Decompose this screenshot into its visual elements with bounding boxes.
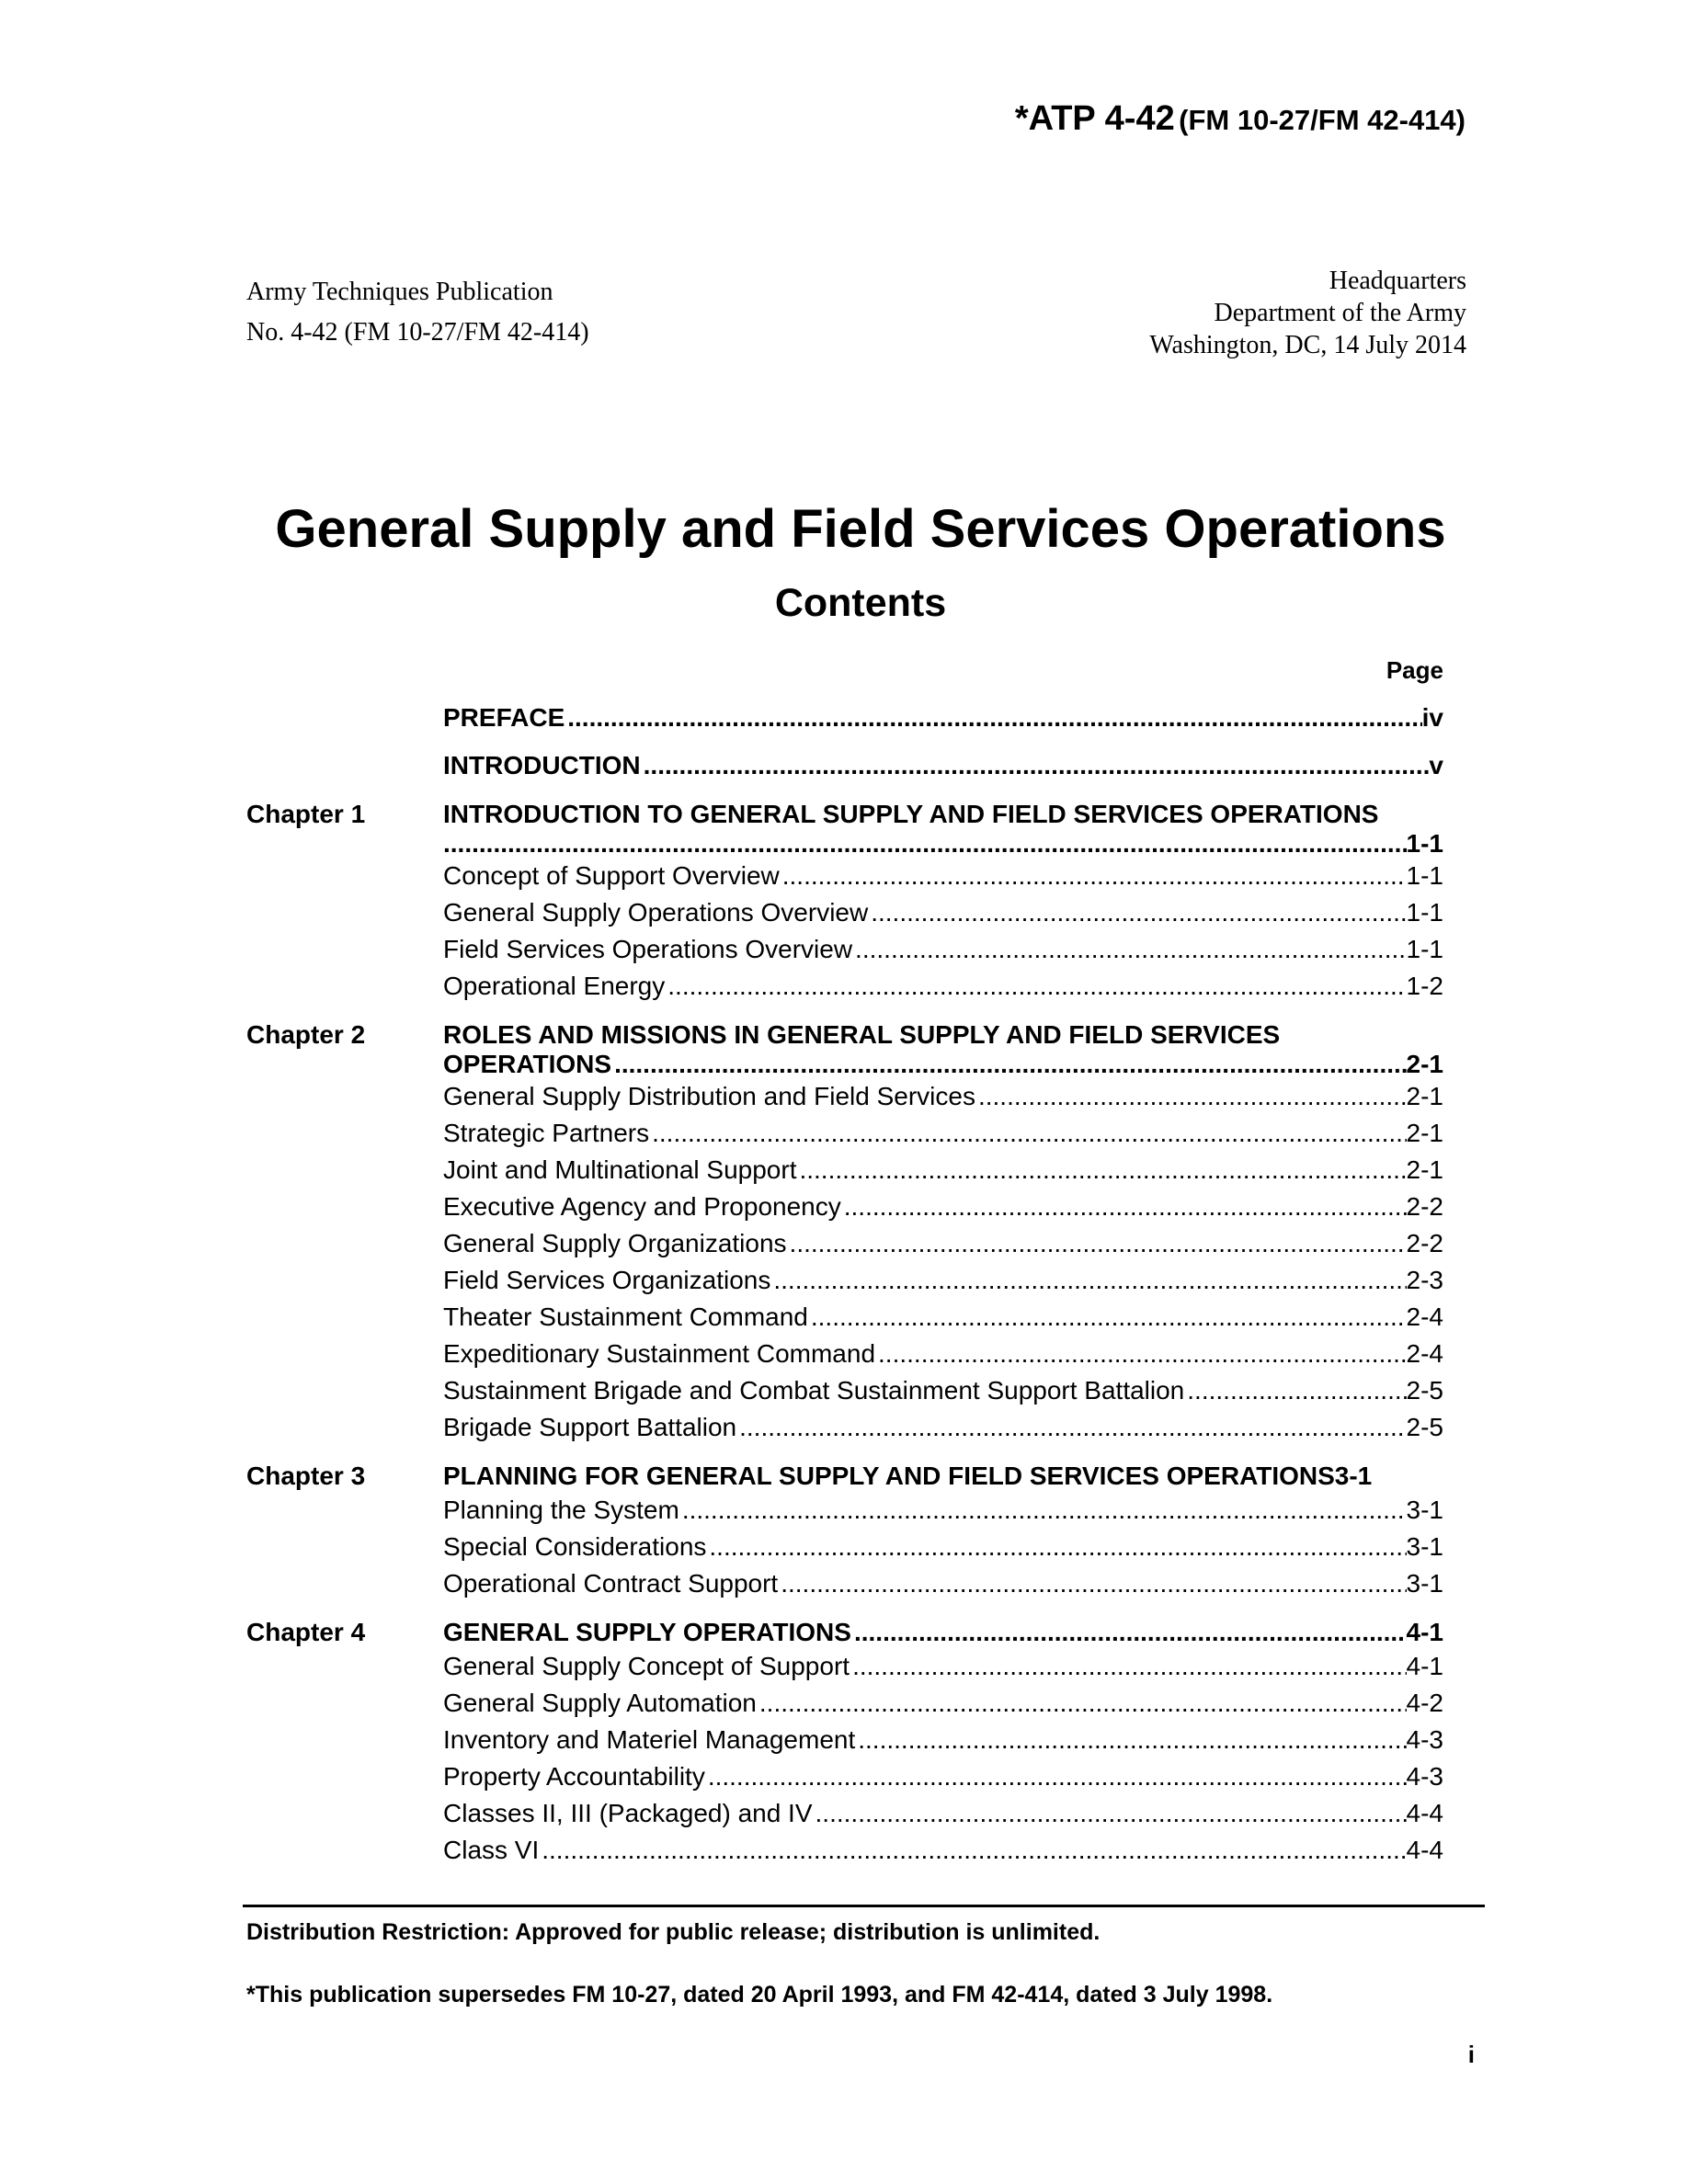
dot-leader <box>852 931 1406 968</box>
dot-leader <box>778 1565 1406 1602</box>
chapter-section <box>246 1617 1443 1869</box>
dot-leader <box>770 1262 1406 1299</box>
toc-entry-page: 4-3 <box>1406 1762 1443 1791</box>
distribution-restriction: Distribution Restriction: Approved for public release; distribution is unlimited. <box>246 1919 1101 1945</box>
toc-entry-page: 2-1 <box>1406 1155 1443 1184</box>
toc-entry-title: PREFACE <box>443 703 565 732</box>
toc-section-entry[interactable] <box>443 1299 1443 1336</box>
toc-section-entry[interactable] <box>443 1409 1443 1446</box>
contents-heading: Contents <box>774 581 947 625</box>
toc-section-entry[interactable] <box>443 858 1443 894</box>
toc-section-entry[interactable] <box>443 1492 1443 1529</box>
document-number <box>1015 99 1466 139</box>
toc-entry-page: 2-3 <box>1406 1266 1443 1294</box>
toc-entry-title: Field Services Operations Overview <box>443 935 853 963</box>
chapter-page: 4-1 <box>1406 1618 1443 1646</box>
hq-line-3: Washington, DC, 14 July 2014 <box>1149 331 1466 359</box>
toc-entry-page: 4-4 <box>1406 1799 1443 1827</box>
toc-section-entry[interactable] <box>443 1336 1443 1372</box>
dot-leader <box>796 1152 1406 1189</box>
toc-entry-title: Classes II, III (Packaged) and IV <box>443 1799 813 1827</box>
chapter-page: 1-1 <box>1406 829 1443 858</box>
toc-entry-title: Property Accountability <box>443 1762 705 1791</box>
toc-section-entry[interactable] <box>443 1262 1443 1299</box>
chapter-title-leader-row[interactable] <box>443 830 1443 858</box>
toc-section-entry[interactable] <box>443 1115 1443 1152</box>
publication-block <box>246 272 589 353</box>
footer-divider <box>243 1905 1485 1907</box>
toc-entry-page: 1-1 <box>1406 935 1443 963</box>
toc-section-entry[interactable] <box>443 894 1443 931</box>
dot-leader <box>649 1115 1406 1152</box>
dot-leader <box>813 1795 1407 1832</box>
chapter-section <box>246 1019 1443 1446</box>
dot-leader <box>705 1758 1407 1795</box>
chapter-label: Chapter 4 <box>246 1618 366 1646</box>
toc-entry-page: 2-4 <box>1406 1302 1443 1331</box>
dot-leader <box>1184 1372 1406 1409</box>
front-matter-section <box>246 700 1443 784</box>
chapter-label: Chapter 2 <box>246 1020 366 1049</box>
toc-entry-page: 1-1 <box>1406 898 1443 927</box>
headquarters-block <box>1149 265 1466 361</box>
toc-entry-page: 4-3 <box>1406 1725 1443 1754</box>
chapter-title: PLANNING FOR GENERAL SUPPLY AND FIELD SERVICES OPERATIONS <box>443 1462 1335 1490</box>
toc-entry-page: 2-1 <box>1406 1119 1443 1147</box>
dot-leader <box>851 1617 1407 1648</box>
dot-leader <box>787 1225 1407 1262</box>
dot-leader <box>868 894 1406 931</box>
document-title: General Supply and Field Services Operations <box>275 499 1446 559</box>
toc-entry-title: Brigade Support Battalion <box>443 1413 737 1441</box>
chapter-label: Chapter 3 <box>246 1462 366 1490</box>
toc-section-entry[interactable] <box>443 1648 1443 1685</box>
toc-section-entry[interactable] <box>443 1078 1443 1115</box>
toc-entry-title: Operational Contract Support <box>443 1569 779 1598</box>
publication-type: Army Techniques Publication <box>246 278 553 306</box>
page-column-label: Page <box>1386 656 1443 684</box>
toc-entry-page: 4-4 <box>1406 1836 1443 1864</box>
toc-section-entry[interactable] <box>443 1832 1443 1869</box>
chapter-page: 3-1 <box>1334 1462 1373 1490</box>
chapter-title-row[interactable] <box>443 1617 1443 1648</box>
toc-entry-page: 3-1 <box>1406 1569 1443 1598</box>
chapter-section <box>246 1461 1443 1602</box>
dot-leader <box>706 1529 1406 1565</box>
toc-section-entry[interactable] <box>443 1372 1443 1409</box>
dot-leader <box>665 968 1406 1005</box>
toc-section-entry[interactable] <box>443 968 1443 1005</box>
toc-entry-title: Expeditionary Sustainment Command <box>443 1339 876 1368</box>
supersession-note: *This publication supersedes FM 10-27, dated 20 April 1993, and FM 42-414, dated 3 July 1998. <box>246 1982 1273 2008</box>
toc-entry-title: INTRODUCTION <box>443 751 641 779</box>
dot-leader <box>565 700 1421 736</box>
dot-leader <box>850 1648 1406 1685</box>
toc-entry-title: Sustainment Brigade and Combat Sustainment Support Battalion <box>443 1376 1185 1405</box>
toc-entry-title: Joint and Multinational Support <box>443 1155 797 1184</box>
toc-entry-page: 3-1 <box>1406 1496 1443 1524</box>
dot-leader <box>875 1336 1407 1372</box>
toc-section-entry[interactable] <box>443 1152 1443 1189</box>
toc-entry-title: Field Services Organizations <box>443 1266 771 1294</box>
toc-entry-page: 3-1 <box>1406 1532 1443 1561</box>
chapter-label: Chapter 1 <box>246 800 366 828</box>
toc-section-entry[interactable] <box>443 1758 1443 1795</box>
dot-leader <box>780 858 1407 894</box>
toc-entry-title: General Supply Distribution and Field Services <box>443 1082 975 1110</box>
toc-entry-title: General Supply Concept of Support <box>443 1652 850 1680</box>
toc-entry-title: Operational Energy <box>443 972 666 1000</box>
toc-entry-page: 1-2 <box>1406 972 1443 1000</box>
dot-leader <box>975 1078 1407 1115</box>
toc-entry-page: 2-2 <box>1406 1229 1443 1257</box>
chapter-title-row[interactable] <box>443 1461 1443 1492</box>
toc-entry-title: Special Considerations <box>443 1532 707 1561</box>
toc-entry-title: Planning the System <box>443 1496 679 1524</box>
chapter-title-line-2: OPERATIONS <box>443 1050 612 1078</box>
toc-entry-page: 4-1 <box>1406 1652 1443 1680</box>
chapter-section <box>246 799 1443 1005</box>
toc-entry-page: 1-1 <box>1406 861 1443 890</box>
toc-entry-title: General Supply Organizations <box>443 1229 787 1257</box>
hq-line-2: Department of the Army <box>1214 299 1466 327</box>
page-number: i <box>1467 2041 1475 2068</box>
toc-section-entry[interactable] <box>443 1795 1443 1832</box>
publication-number: No. 4-42 (FM 10-27/FM 42-414) <box>246 318 589 347</box>
chapter-title: GENERAL SUPPLY OPERATIONS <box>443 1618 851 1646</box>
toc-entry-title: Executive Agency and Proponency <box>443 1192 841 1221</box>
toc-entry-page: iv <box>1421 703 1443 732</box>
toc-front-matter-item[interactable] <box>443 747 1443 784</box>
dot-leader <box>736 1409 1406 1446</box>
toc-entry-title: Inventory and Materiel Management <box>443 1725 856 1754</box>
chapter-page: 2-1 <box>1406 1050 1443 1078</box>
toc-entry-page: 2-1 <box>1406 1082 1443 1110</box>
toc-entry-page: 2-2 <box>1406 1192 1443 1221</box>
toc-section-entry[interactable] <box>443 1722 1443 1758</box>
toc-entry-title: General Supply Operations Overview <box>443 898 869 927</box>
dot-leader <box>841 1189 1407 1225</box>
doc-number-supersedes: (FM 10-27/FM 42-414) <box>1179 104 1466 136</box>
toc-entry-page: 4-2 <box>1406 1689 1443 1717</box>
toc-entry-title: Concept of Support Overview <box>443 861 780 890</box>
chapter-title-continued[interactable] <box>443 1051 1443 1078</box>
toc-front-matter-item[interactable] <box>443 700 1443 736</box>
dot-leader <box>808 1299 1407 1336</box>
dot-leader <box>443 830 1407 858</box>
chapter-title[interactable]: INTRODUCTION TO GENERAL SUPPLY AND FIELD SERVICES OPERATIONS <box>443 800 1379 828</box>
hq-line-1: Headquarters <box>1329 267 1466 295</box>
dot-leader <box>611 1051 1406 1078</box>
doc-number-main: *ATP 4-42 <box>1014 99 1175 138</box>
toc-entry-title: General Supply Automation <box>443 1689 757 1717</box>
dot-leader <box>855 1722 1406 1758</box>
toc-section-entry[interactable] <box>443 1565 1443 1602</box>
toc-entry-title: Theater Sustainment Command <box>443 1302 808 1331</box>
toc-section-entry[interactable] <box>443 931 1443 968</box>
table-of-contents <box>246 656 1443 1869</box>
toc-entry-page: 2-5 <box>1406 1413 1443 1441</box>
toc-entry-page: v <box>1429 751 1443 779</box>
toc-entry-title: Strategic Partners <box>443 1119 650 1147</box>
chapter-title[interactable]: ROLES AND MISSIONS IN GENERAL SUPPLY AND FIELD SERVICES <box>443 1020 1281 1049</box>
toc-section-entry[interactable] <box>443 1189 1443 1225</box>
toc-section-entry[interactable] <box>443 1225 1443 1262</box>
toc-entry-page: 2-5 <box>1406 1376 1443 1405</box>
dot-leader <box>641 747 1430 784</box>
toc-entry-page: 2-4 <box>1406 1339 1443 1368</box>
toc-section-entry[interactable] <box>443 1685 1443 1722</box>
toc-entry-title: Class VI <box>443 1836 540 1864</box>
dot-leader <box>539 1832 1406 1869</box>
dot-leader <box>679 1492 1407 1529</box>
dot-leader <box>757 1685 1407 1722</box>
toc-section-entry[interactable] <box>443 1529 1443 1565</box>
